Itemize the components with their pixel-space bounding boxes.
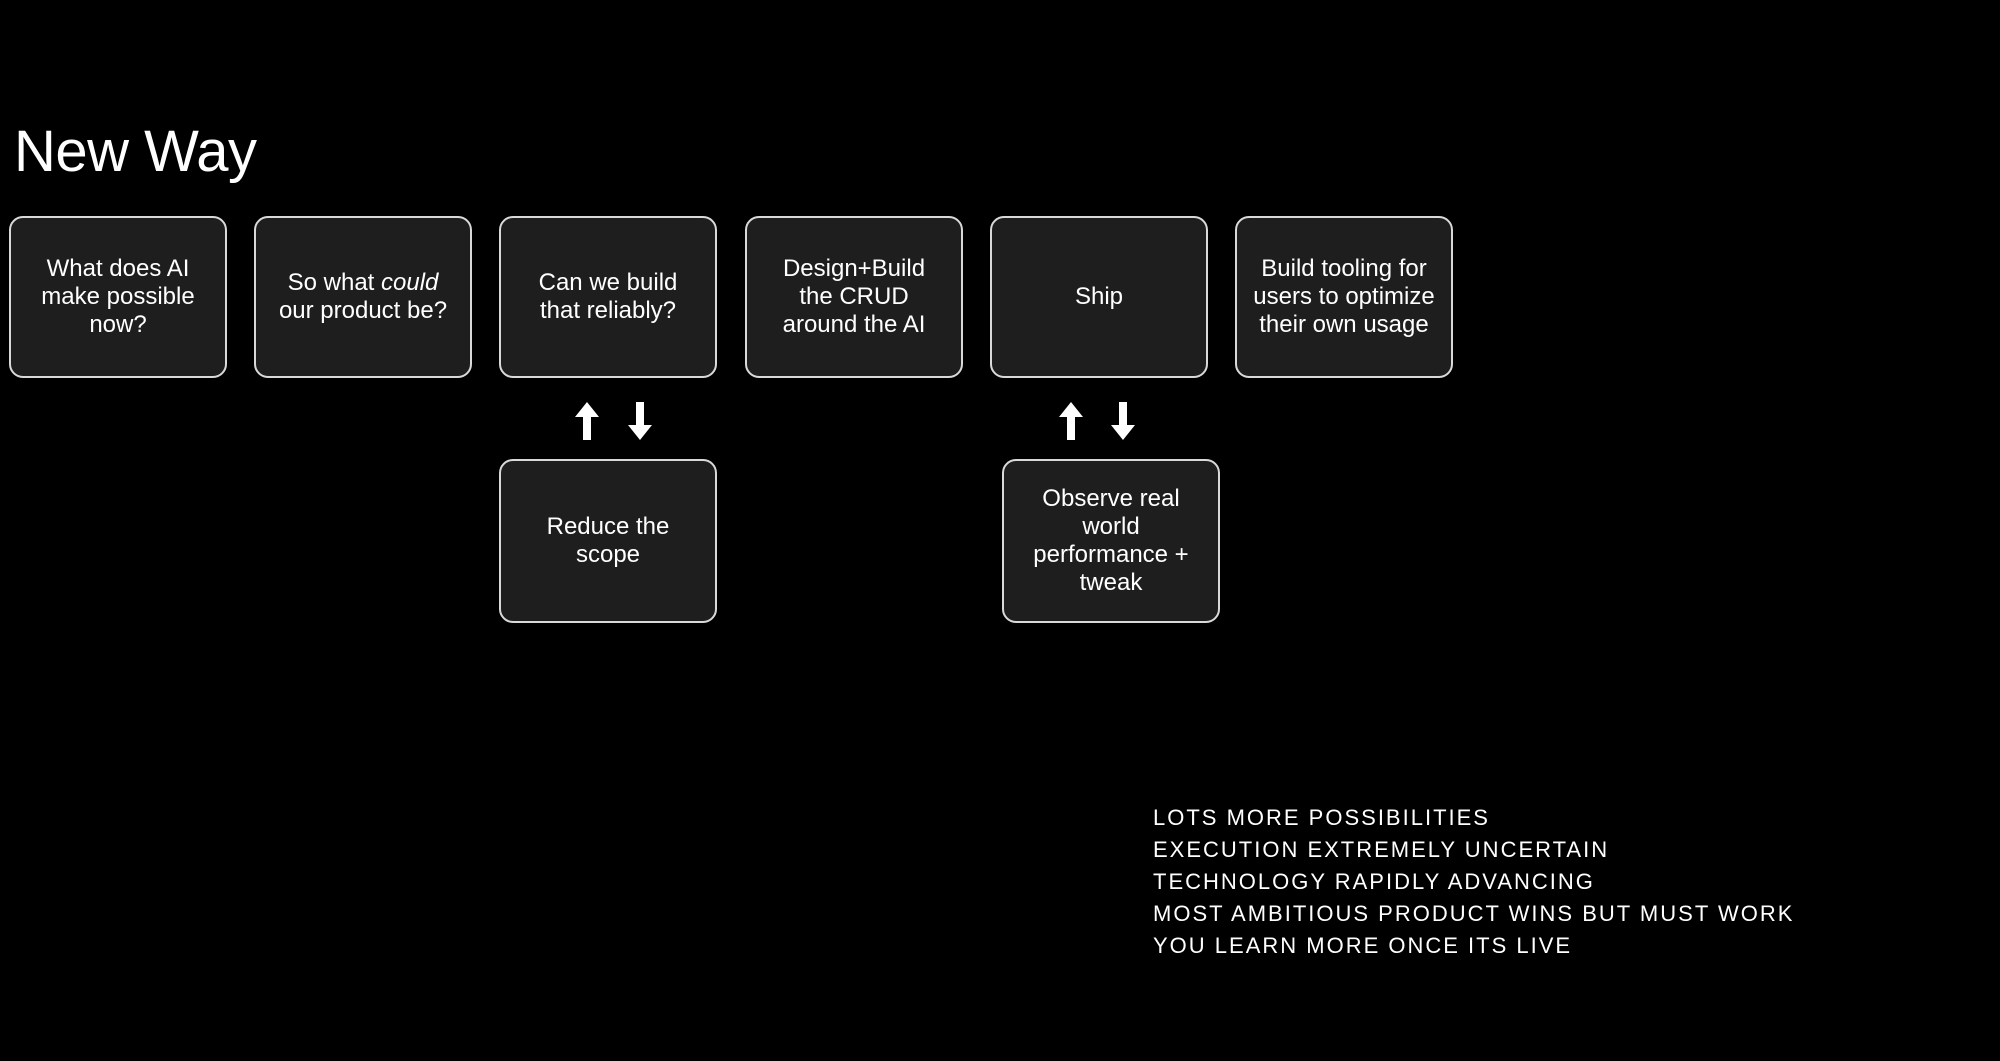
key-point: YOU LEARN MORE ONCE ITS LIVE	[1153, 933, 1573, 958]
step-label: Ship	[1074, 283, 1124, 310]
step-what-could-our-product-be	[254, 216, 472, 378]
arrow-down-icon	[625, 400, 655, 442]
step-what-does-ai-make-possible	[9, 216, 227, 378]
loop-reduce-scope	[499, 459, 717, 623]
arrow-down-icon	[1108, 400, 1138, 442]
key-point: TECHNOLOGY RAPIDLY ADVANCING	[1153, 869, 1595, 894]
step-label	[258, 269, 468, 325]
loop-observe-and-tweak	[1002, 459, 1220, 623]
step-label: Can we build that reliably?	[538, 269, 678, 324]
arrow-up-icon	[1056, 400, 1086, 442]
step-label: Design+Build the CRUD around the AI	[782, 255, 926, 338]
arrow-up-icon	[572, 400, 602, 442]
step-label-emphasis: could	[381, 269, 439, 296]
step-label: Build tooling for users to optimize their own usage	[1253, 255, 1435, 338]
key-point: LOTS MORE POSSIBILITIES	[1153, 805, 1490, 830]
step-design-build-crud	[745, 216, 963, 378]
step-build-tooling	[1235, 216, 1453, 378]
slide-title: New Way	[14, 119, 257, 184]
step-label: What does AI make possible now?	[41, 255, 195, 338]
step-ship	[990, 216, 1208, 378]
step-can-we-build-reliably	[499, 216, 717, 378]
loop-label: Reduce the scope	[546, 513, 670, 568]
key-point: EXECUTION EXTREMELY UNCERTAIN	[1153, 837, 1610, 862]
step-label-before: So what	[287, 269, 381, 296]
key-points-list	[1153, 802, 1794, 962]
step-label-after: our product be?	[278, 297, 448, 324]
loop-label: Observe real world performance + tweak	[1033, 485, 1189, 596]
key-point: MOST AMBITIOUS PRODUCT WINS BUT MUST WORK	[1153, 901, 1795, 926]
